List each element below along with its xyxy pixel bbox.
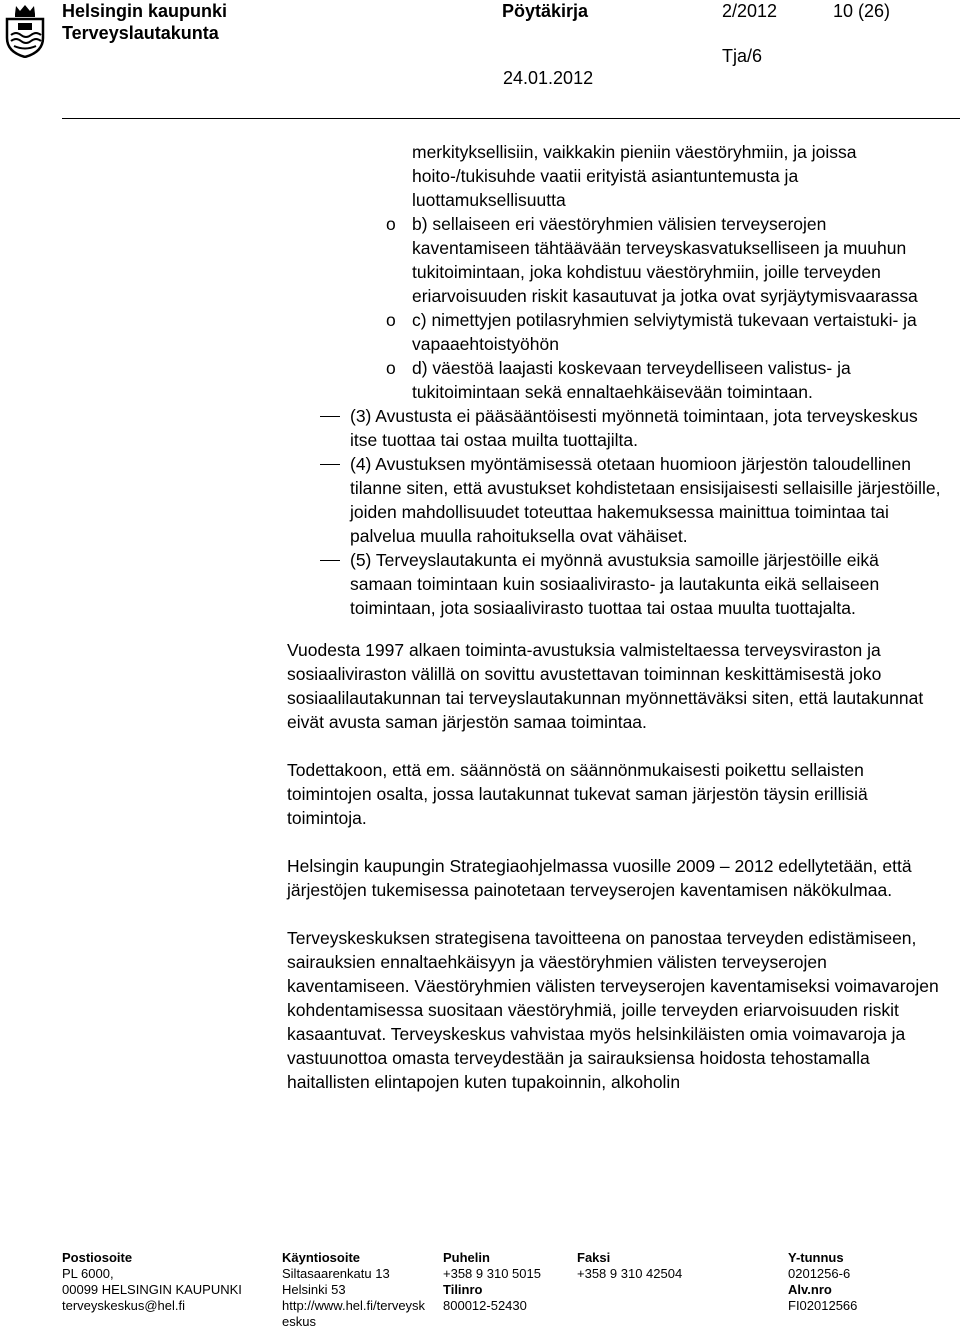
footer-value: Helsinki 53 <box>282 1282 346 1297</box>
sub-item <box>0 308 960 356</box>
sub-item-text: c) nimettyjen potilasryhmien selviytymistä tukevaan vertaistuki- ja vapaaehtoistyöhön <box>412 310 917 354</box>
footer-value: PL 6000, <box>62 1266 114 1281</box>
footer-website: http://www.hel.fi/terveysk <box>282 1298 426 1313</box>
footer-email: terveyskeskus@hel.fi <box>62 1298 186 1313</box>
sub-item <box>0 212 960 308</box>
footer-business-id <box>788 1250 857 1314</box>
body-paragraph: Vuodesta 1997 alkaen toiminta-avustuksia valmisteltaessa terveysviraston ja sosiaaliviraston välillä on sovittu avustettavan toiminnan keskittämisestä joko sosiaalilautakunnan tai terveyslautakunnan myönnettäväksi siten, että lautakunnat eivät avusta saman järjestön samaa toimintaa. <box>287 640 924 732</box>
section-code: Tja/6 <box>722 46 763 66</box>
footer-label: Faksi <box>577 1250 611 1265</box>
footer-label: Y-tunnus <box>788 1250 844 1265</box>
footer-postal-address <box>62 1250 242 1314</box>
footer-fax <box>577 1250 682 1282</box>
footer-label: Alv.nro <box>788 1282 832 1297</box>
document-body <box>0 140 960 1094</box>
footer-phone <box>443 1250 541 1314</box>
footer-value: +358 9 310 5015 <box>443 1266 541 1281</box>
sub-item-continued <box>0 140 960 212</box>
footer-website-cont: eskus <box>282 1314 316 1329</box>
footer-label: Tilinro <box>443 1282 483 1297</box>
dash-item-text: (4) Avustuksen myöntämisessä otetaan huomioon järjestön taloudellinen tilanne siten, että avustukset kohdistetaan ensisijaisesti sellaisille järjestöille, joiden mahdollisuudet toteuttaa hakemuksessa mainittua toimintaa tai palvelua muulla rahoituksella ovat vähäiset. <box>350 454 941 546</box>
footer-label: Postiosoite <box>62 1250 133 1265</box>
dash-item-text: (3) Avustusta ei pääsääntöisesti myönnetä toimintaan, jota terveyskeskus itse tuottaa tai ostaa muilta tuottajilta. <box>350 406 918 450</box>
footer-value: +358 9 310 42504 <box>577 1266 683 1281</box>
body-paragraph: Todettakoon, että em. säännöstä on säännönmukaisesti poikettu sellaisten toimintojen osalta, jossa lautakunnat tukevat saman järjestön täysin erillisiä toimintoja. <box>287 760 868 828</box>
footer-value: 800012-52430 <box>443 1298 527 1313</box>
document-number: 2/2012 <box>722 1 778 21</box>
footer-value: Siltasaarenkatu 13 <box>282 1266 390 1281</box>
dash-bullet-icon <box>320 416 340 417</box>
sub-item-text: merkityksellisiin, vaikkakin pieniin väestöryhmiin, ja joissa hoito-/tukisuhde vaatii erityistä asiantuntemusta ja luottamuksellisuutta <box>412 142 857 210</box>
sub-item-text: b) sellaiseen eri väestöryhmien välisien terveyserojen kaventamiseen tähtäävään terveyskasvatukselliseen ja muuhun tukitoimintaan, joka kohdistuu väestöryhmiin, joille terveyden eriarvoisuuden riskit kasautuvat ja jotka ovat syrjäytymisvaarassa <box>412 214 918 306</box>
dash-bullet-icon <box>320 560 340 561</box>
meeting-date: 24.01.2012 <box>503 68 594 88</box>
footer-label: Käyntiosoite <box>282 1250 361 1265</box>
sub-item <box>0 356 960 404</box>
footer-value: 0201256-6 <box>788 1266 851 1281</box>
body-paragraph: Terveyskeskuksen strategisena tavoitteena on panostaa terveyden edistämiseen, sairauksien ennaltaehkäisyyn ja väestöryhmien välisten terveyserojen kaventamiseen. Väestöryhmien välisten terveyserojen kaventamiseksi voimavarojen kohdentamisessa suositaan väestöryhmiä, joille terveyden eriarvoisuuden riskit kasaantuvat. Terveyskeskus vahvistaa myös helsinkiläisten omia voimavaroja ja vastuunottoa omasta terveydestään ja sairauksiensa hoidosta tehostamalla haitallisten elintapojen kuten tupakoinnin, alkoholin <box>287 928 939 1092</box>
footer-label: Puhelin <box>443 1250 490 1265</box>
footer-visit-address <box>282 1250 425 1330</box>
dash-item <box>0 548 960 620</box>
circle-bullet-icon: o <box>386 358 396 378</box>
dash-bullet-icon <box>320 464 340 465</box>
dash-item <box>0 452 960 548</box>
sub-item-text: d) väestöä laajasti koskevaan terveydelliseen valistus- ja tukitoimintaan sekä ennaltaehkäisevään toimintaan. <box>412 358 851 402</box>
body-paragraph: Helsingin kaupungin Strategiaohjelmassa vuosille 2009 – 2012 edellytetään, että järjestöjen tukemisessa painotetaan terveyserojen kaventamisen näkökulmaa. <box>287 856 912 900</box>
board-name: Terveyslautakunta <box>62 23 219 43</box>
page-footer <box>62 1250 952 1328</box>
dash-item <box>0 404 960 452</box>
page-number: 10 (26) <box>833 1 891 21</box>
footer-value: FI02012566 <box>788 1298 858 1313</box>
circle-bullet-icon: o <box>386 214 396 234</box>
footer-value: 00099 HELSINGIN KAUPUNKI <box>62 1282 242 1297</box>
organization-name: Helsingin kaupunki <box>62 1 228 21</box>
header-divider <box>62 118 960 119</box>
circle-bullet-icon: o <box>386 310 396 330</box>
dash-item-text: (5) Terveyslautakunta ei myönnä avustuksia samoille järjestöille eikä samaan toimintaan kuin sosiaalivirasto- ja lautakunta eikä sellaiseen toimintaan, jota sosiaalivirasto tuottaa tai ostaa muulta tuottajalta. <box>350 550 880 618</box>
document-type: Pöytäkirja <box>502 1 589 21</box>
helsinki-crest-logo <box>4 2 46 58</box>
